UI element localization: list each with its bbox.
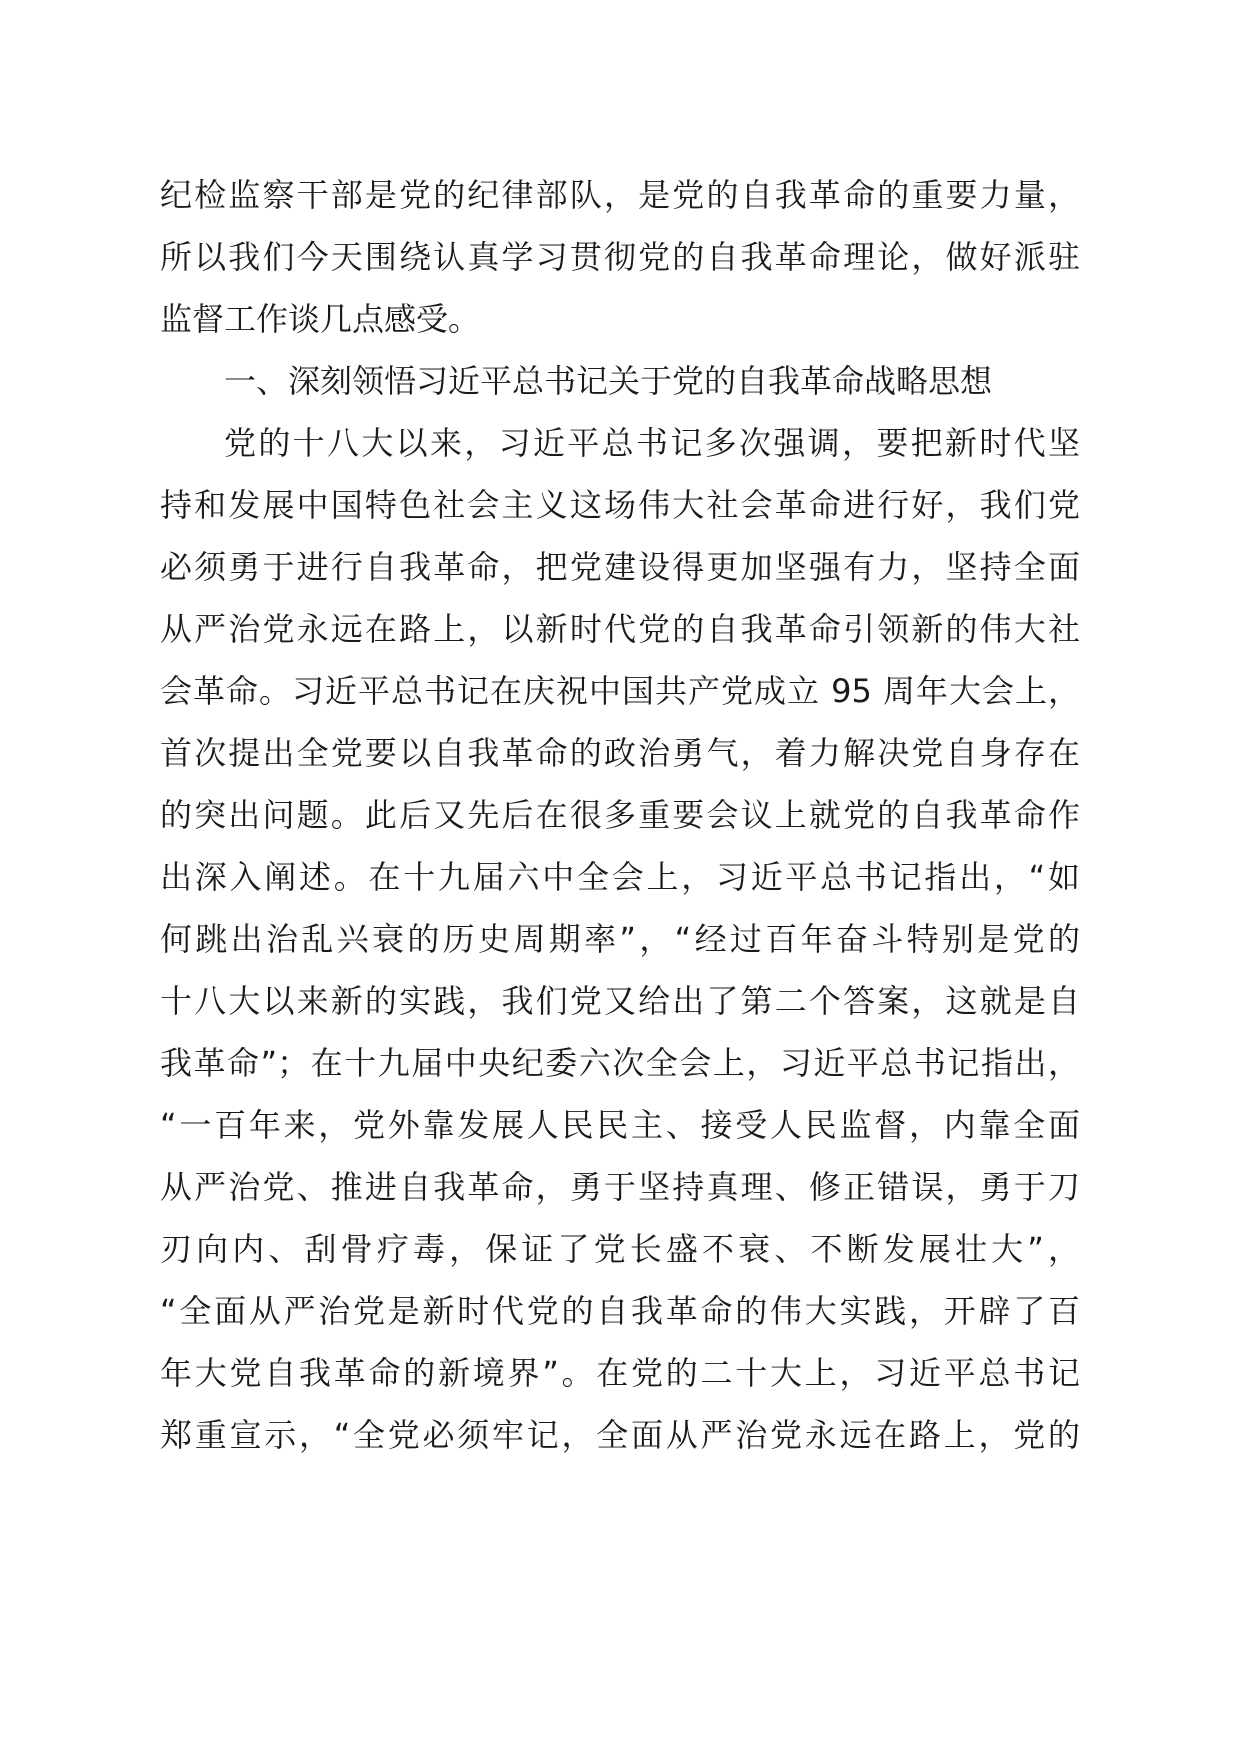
text-line-12: 出深入阐述。在十九届六中全会上，习近平总书记指出，“如 (160, 858, 1080, 896)
text-line-1: 纪检监察干部是党的纪律部队，是党的自我革命的重要力量， (160, 176, 1080, 214)
text-line-10: 首次提出全党要以自我革命的政治勇气，着力解决党自身存在 (160, 734, 1080, 772)
text-line-5: 党的十八大以来，习近平总书记多次强调，要把新时代坚 (224, 424, 1080, 462)
text-line-17: 从严治党、推进自我革命，勇于坚持真理、修正错误，勇于刀 (160, 1168, 1080, 1206)
text-line-13: 何跳出治乱兴衰的历史周期率”，“经过百年奋斗特别是党的 (160, 920, 1080, 958)
body-text (160, 164, 1080, 1466)
text-line-14: 十八大以来新的实践，我们党又给出了第二个答案，这就是自 (160, 982, 1080, 1020)
text-line-18: 刃向内、刮骨疗毒，保证了党长盛不衰、不断发展壮大”， (160, 1230, 1080, 1268)
section-heading: 一、深刻领悟习近平总书记关于党的自我革命战略思想 (224, 362, 993, 400)
text-line-15: 我革命”；在十九届中央纪委六次全会上，习近平总书记指出， (160, 1044, 1080, 1082)
text-line-16: “一百年来，党外靠发展人民民主、接受人民监督，内靠全面 (160, 1106, 1080, 1144)
text-line-9: 会革命。习近平总书记在庆祝中国共产党成立 95 周年大会上， (160, 672, 1080, 710)
text-line-19: “全面从严治党是新时代党的自我革命的伟大实践，开辟了百 (160, 1292, 1080, 1330)
text-line-11: 的突出问题。此后又先后在很多重要会议上就党的自我革命作 (160, 796, 1080, 834)
text-line-2: 所以我们今天围绕认真学习贯彻党的自我革命理论，做好派驻 (160, 238, 1080, 276)
text-line-21: 郑重宣示，“全党必须牢记，全面从严治党永远在路上，党的 (160, 1416, 1080, 1454)
text-line-8: 从严治党永远在路上，以新时代党的自我革命引领新的伟大社 (160, 610, 1080, 648)
text-line-6: 持和发展中国特色社会主义这场伟大社会革命进行好，我们党 (160, 486, 1080, 524)
text-line-20: 年大党自我革命的新境界”。在党的二十大上，习近平总书记 (160, 1354, 1080, 1392)
text-line-3: 监督工作谈几点感受。 (160, 300, 481, 338)
text-line-7: 必须勇于进行自我革命，把党建设得更加坚强有力，坚持全面 (160, 548, 1080, 586)
